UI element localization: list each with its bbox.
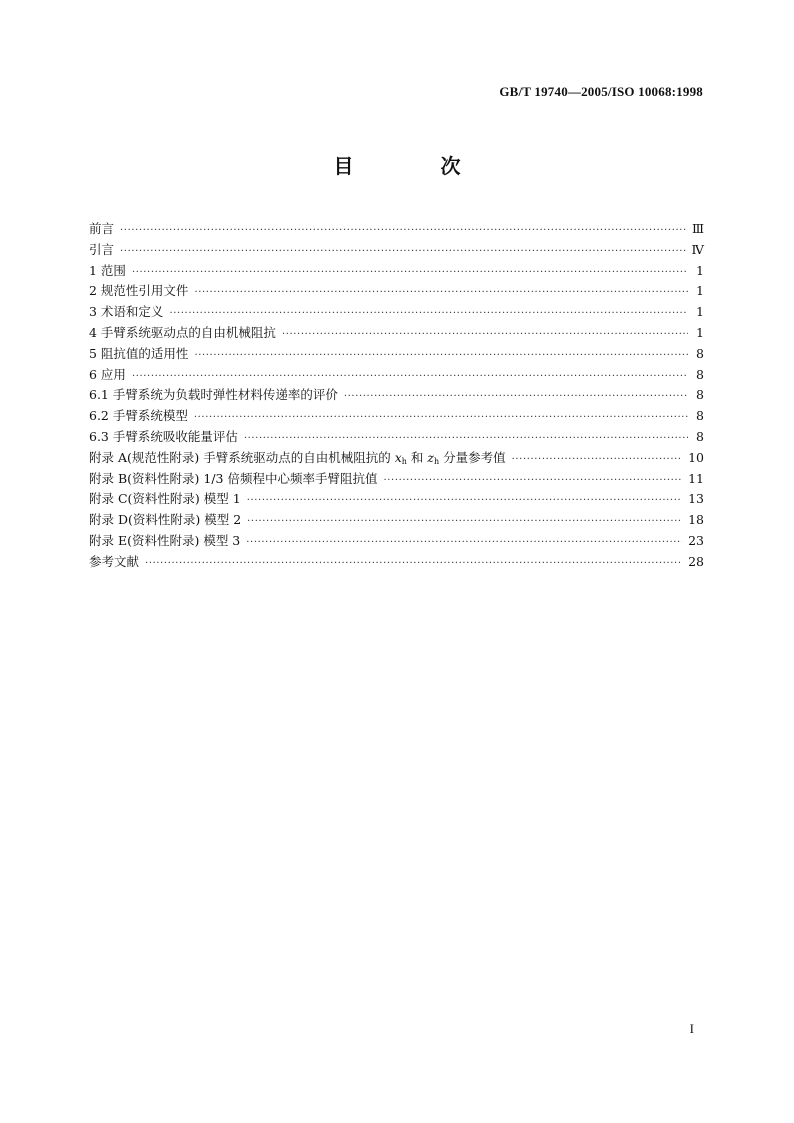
standard-code: GB/T 19740—2005/ISO 10068:1998: [499, 84, 703, 99]
toc-entry-annex-e[interactable]: [89, 531, 704, 552]
toc-leader-dots: [194, 406, 688, 427]
toc-leader-dots: [169, 302, 688, 323]
toc-entry-label: 附录 E(资料性附录) 模型 3: [89, 532, 241, 548]
toc-entry-introduction[interactable]: [89, 240, 704, 261]
toc-entry-label: 3 术语和定义: [89, 304, 164, 320]
toc-entry-label: 6 应用: [89, 366, 126, 382]
toc-entry-page: 8: [696, 366, 704, 382]
annex-a-label-prefix: 附录 A(规范性附录) 手臂系统驱动点的自由机械阻抗的: [89, 449, 395, 465]
toc-entry-label: 引言: [89, 241, 115, 257]
toc-entry-page: 1: [696, 304, 704, 320]
toc-leader-dots: [383, 469, 682, 490]
toc-entry-page: 1: [696, 262, 704, 278]
toc-leader-dots: [244, 427, 688, 448]
toc-entry-page: 10: [688, 449, 704, 465]
toc-entry-annex-b[interactable]: [89, 469, 704, 490]
toc-entry-label: 6.2 手臂系统模型: [89, 408, 188, 424]
toc-entry-page: 23: [688, 532, 704, 548]
toc-entry-terms-definitions[interactable]: [89, 302, 704, 323]
toc-entry-page: 18: [688, 512, 704, 528]
table-of-contents: [89, 219, 704, 573]
toc-entry-foreword[interactable]: [89, 219, 704, 240]
toc-leader-dots: [344, 385, 688, 406]
toc-entry-page: Ⅳ: [691, 241, 704, 257]
toc-leader-dots: [194, 344, 688, 365]
toc-entry-page: 8: [696, 428, 704, 444]
toc-leader-dots: [512, 448, 682, 469]
toc-entry-section-6[interactable]: [89, 365, 704, 386]
toc-entry-label: 附录 B(资料性附录) 1/3 倍频程中心频率手臂阻抗值: [89, 470, 378, 486]
toc-entry-page: 1: [696, 324, 704, 340]
toc-entry-annex-a[interactable]: [89, 448, 704, 469]
toc-entry-label: 4 手臂系统驱动点的自由机械阻抗: [89, 324, 276, 340]
toc-entry-bibliography[interactable]: [89, 552, 704, 573]
toc-leader-dots: [120, 219, 686, 240]
annex-a-label-mid: 和: [406, 449, 428, 465]
toc-leader-dots: [282, 323, 688, 344]
variable-z: z: [427, 449, 434, 465]
page-title: 目 次: [333, 154, 501, 178]
toc-leader-dots: [194, 281, 688, 302]
toc-leader-dots: [120, 240, 685, 261]
toc-leader-dots: [247, 510, 682, 531]
toc-entry-label: 5 阻抗值的适用性: [89, 345, 189, 361]
toc-entry-page: 8: [696, 408, 704, 424]
annex-a-label-suffix: 分量参考值: [439, 449, 506, 465]
toc-entry-page: 28: [688, 553, 704, 569]
toc-entry-label: 附录 D(资料性附录) 模型 2: [89, 512, 242, 528]
toc-entry-section-6-1[interactable]: [89, 385, 704, 406]
subscript-h: h: [433, 456, 440, 466]
toc-entry-section-5[interactable]: [89, 344, 704, 365]
toc-entry-label: 1 范围: [89, 262, 126, 278]
toc-entry-page: Ⅲ: [691, 221, 704, 236]
toc-entry-section-6-2[interactable]: [89, 406, 704, 427]
toc-entry-page: 8: [696, 387, 704, 403]
toc-entry-section-4[interactable]: [89, 323, 704, 344]
toc-entry-label: 前言: [89, 221, 115, 236]
toc-entry-section-6-3[interactable]: [89, 427, 704, 448]
toc-leader-dots: [132, 261, 688, 282]
toc-entry-label: 6.1 手臂系统为负载时弹性材料传递率的评价: [89, 387, 338, 403]
toc-entry-annex-c[interactable]: [89, 489, 704, 510]
toc-entry-scope[interactable]: [89, 261, 704, 282]
subscript-h: h: [401, 456, 407, 466]
toc-leader-dots: [246, 531, 682, 552]
toc-entry-label: 6.3 手臂系统吸收能量评估: [89, 428, 238, 444]
toc-entry-page: 1: [696, 283, 704, 299]
toc-entry-annex-d[interactable]: [89, 510, 704, 531]
toc-leader-dots: [132, 365, 688, 386]
toc-entry-page: 13: [688, 491, 704, 507]
toc-entry-label: 2 规范性引用文件: [89, 283, 189, 299]
variable-x: x: [394, 449, 402, 465]
toc-entry-normative-references[interactable]: [89, 281, 704, 302]
toc-entry-label: 附录 C(资料性附录) 模型 1: [89, 491, 241, 507]
toc-entry-page: 11: [688, 470, 704, 486]
toc-entry-page: 8: [696, 345, 704, 361]
toc-entry-label: 参考文献: [89, 553, 140, 569]
page-number: I: [689, 1021, 694, 1036]
toc-leader-dots: [145, 552, 682, 573]
toc-leader-dots: [247, 489, 682, 510]
